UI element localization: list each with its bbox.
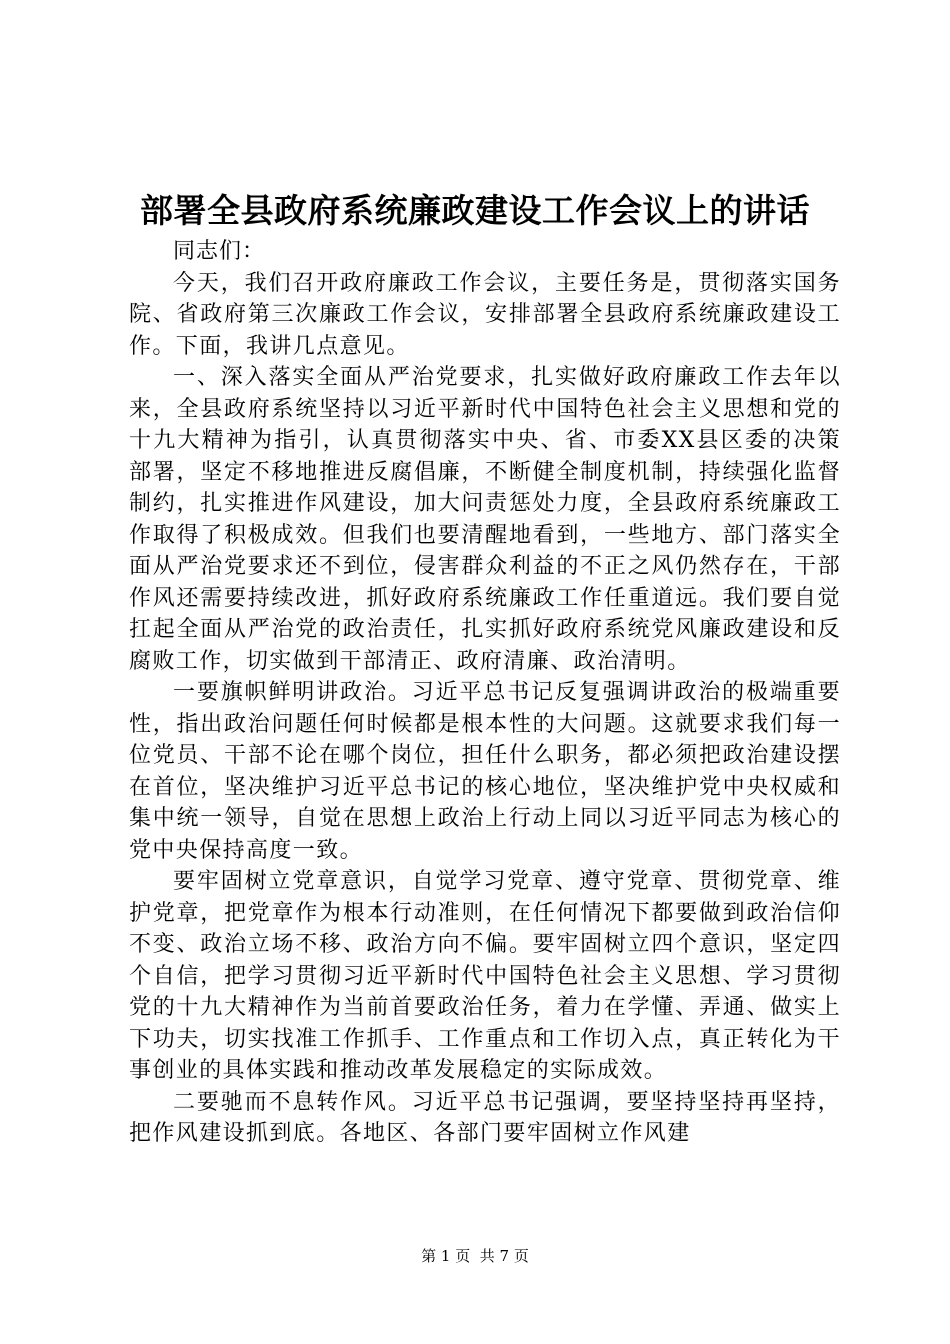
greeting-paragraph: 同志们： (173, 239, 266, 264)
document-title: 部署全县政府系统廉政建设工作会议上的讲话 (140, 191, 810, 230)
body-paragraph: 一、深入落实全面从严治党要求，扎实做好政府廉政工作去年以来，全县政府系统坚持以习近平新时代中国特色社会主义思想和党的十九大精神为指引，认真贯彻落实中央、省、市委XX县区委的决策部署，坚定不移地推进反腐倡廉，不断健全制度机制，持续强化监督制约，扎实推进作风建设，加大问责惩处力度，全县政府系统廉政工作取得了积极成效。但我们也要清醒地看到，一些地方、部门落实全面从严治党要求还不到位，侵害群众利益的不正之风仍然存在，干部作风还需要持续改进，抓好政府系统廉政工作任重道远。我们要自觉扛起全面从严治党的政治责任，扎实抓好政府系统党风廉政建设和反腐败工作，切实做到干部清正、政府清廉、政治清明。 (129, 365, 841, 674)
document-body (129, 236, 841, 1150)
page-footer (0, 1246, 950, 1266)
page-number: 第 1 页 共 7 页 (421, 1247, 529, 1265)
body-paragraph: 要牢固树立党章意识，自觉学习党章、遵守党章、贯彻党章、维护党章，把党章作为根本行动准则，在任何情况下都要做到政治信仰不变、政治立场不移、政治方向不偏。要牢固树立四个意识，坚定四个自信，把学习贯彻习近平新时代中国特色社会主义思想、学习贯彻党的十九大精神作为当前首要政治任务，着力在学懂、弄通、做实上下功夫，切实找准工作抓手、工作重点和工作切入点，真正转化为干事创业的具体实践和推动改革发展稳定的实际成效。 (129, 869, 841, 1083)
body-paragraph: 二要驰而不息转作风。习近平总书记强调，要坚持坚持再坚持，把作风建设抓到底。各地区、各部门要牢固树立作风建 (129, 1089, 841, 1146)
body-paragraph: 一要旗帜鲜明讲政治。习近平总书记反复强调讲政治的极端重要性，指出政治问题任何时候都是根本性的大问题。这就要求我们每一位党员、干部不论在哪个岗位，担任什么职务，都必须把政治建设摆在首位，坚决维护习近平总书记的核心地位，坚决维护党中央权威和集中统一领导，自觉在思想上政治上行动上同以习近平同志为核心的党中央保持高度一致。 (129, 680, 841, 863)
body-paragraph: 今天，我们召开政府廉政工作会议，主要任务是，贯彻落实国务院、省政府第三次廉政工作会议，安排部署全县政府系统廉政建设工作。下面，我讲几点意见。 (129, 270, 841, 359)
